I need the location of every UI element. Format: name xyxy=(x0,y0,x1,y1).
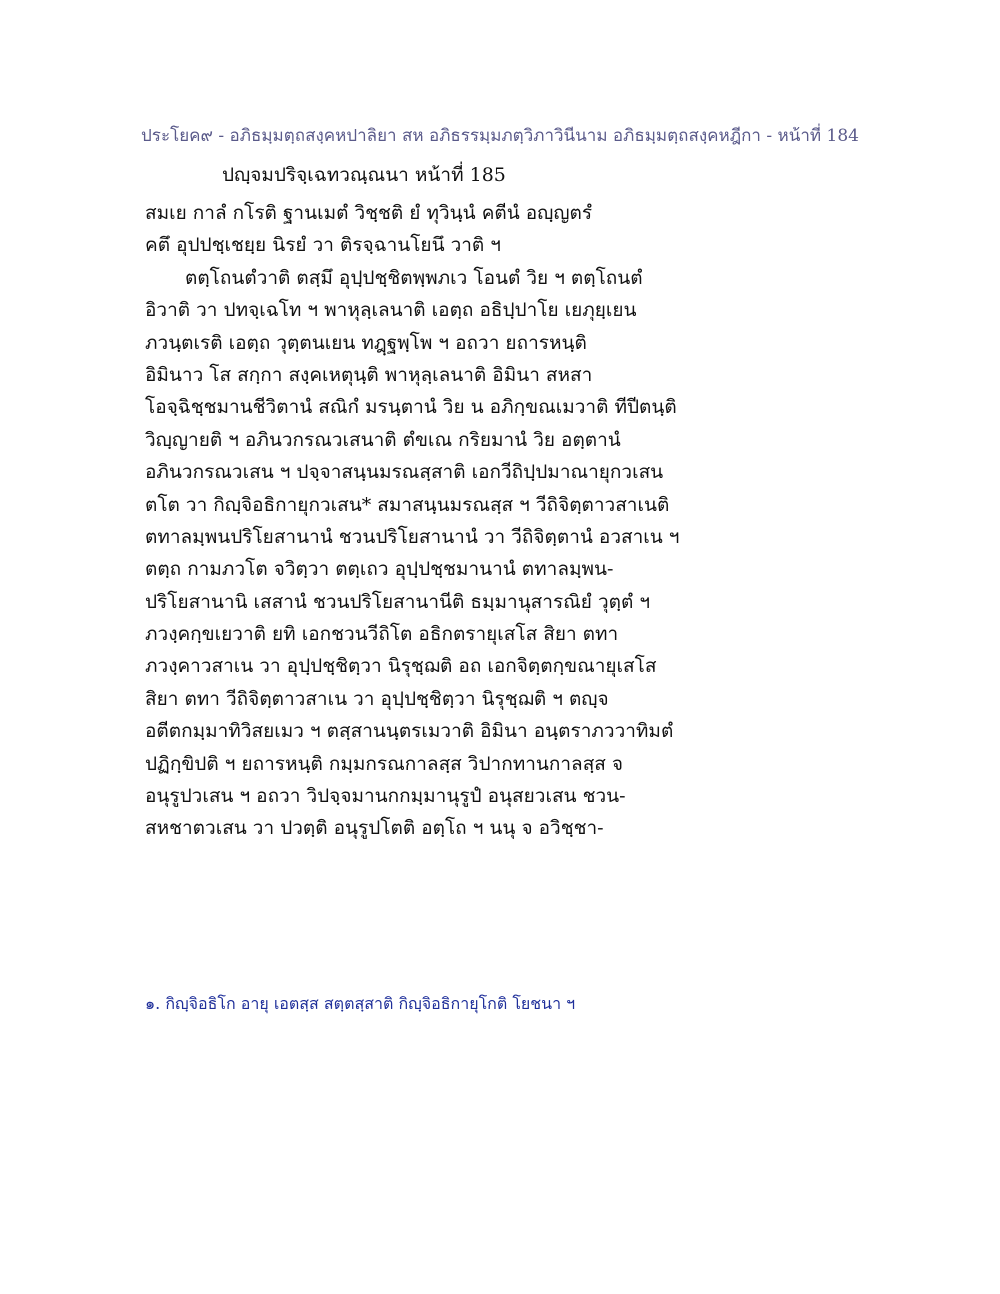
text-line: สหชาตวเสน วา ปวตฺติ อนุรูปโตติ อตฺโถ ฯ นนุ จ อวิชฺชา- xyxy=(145,817,604,840)
text-line: ปฏิกฺขิปติ ฯ ยถารหนฺติ กมฺมกรณกาลสฺส วิปากทานกาลสฺส จ xyxy=(145,752,624,775)
text-line: สมเย กาลํ กโรติ ฐานเมตํ วิชฺชติ ยํ ทุวินฺนํ คตีนํ อญฺญตรํ xyxy=(145,202,593,224)
text-line: ปริโยสานานิ เสสานํ ชวนปริโยสานานีติ ธมฺมานุสารณิยํ วุตฺตํ ฯ xyxy=(145,590,651,613)
running-header: ประโยค๙ - อภิธมฺมตฺถสงฺคหปาลิยา สห อภิธรรมฺมภตฺวิภาวินีนาม อภิธมฺมตฺถสงฺคหฎีกา - หน้าที่ 184 xyxy=(141,126,859,146)
text-line: ภวนฺตเรติ เอตฺถ วุตฺตนเยน ทฎฺฐพฺโพ ฯ อถวา ยถารหนฺติ xyxy=(145,331,587,354)
text-line: วิญฺญายติ ฯ อภินวกรณวเสนาติ ตํขเณ กริยมานํ วิย อตฺตานํ xyxy=(145,428,621,451)
text-line: ตตฺถ กามภวโต จวิตฺวา ตตฺเถว อุปฺปชฺชมานานํ ตทาลมฺพน- xyxy=(145,558,614,581)
text-line: ตตฺโถนตํวาติ ตสฺมึ อุปฺปชฺชิตพฺพภเว โอนตํ วิย ฯ ตตฺโถนตํ xyxy=(185,266,643,289)
text-line: อิมินาว โส สกฺกา สงฺคเหตุนฺติ พาหุลฺเลนาติ อิมินา สหสา xyxy=(145,363,593,386)
text-line: โอจฺฉิชฺชมานชีวิตานํ สณิกํ มรนฺตานํ วิย น อภิกฺขณเมวาติ ทีปีตนฺติ xyxy=(145,396,677,419)
text-line: อภินวกรณวเสน ฯ ปจฺจาสนฺนมรณสฺสาติ เอกวีถิปฺปมาณายุกวเสน xyxy=(145,461,664,484)
text-line: ภวงฺคาวสาเน วา อุปฺปชฺชิตฺวา นิรุชฺฌติ อถ เอกจิตฺตกฺขณายุเสโส xyxy=(145,655,657,678)
text-line: คตึ อุปปชฺเชยฺย นิรยํ วา ติรจฺฉานโยนึ วาติ ฯ xyxy=(145,234,501,257)
text-line: อิวาติ วา ปทจฺเฉโท ฯ พาหุลฺเลนาติ เอตฺถ อธิปฺปาโย เยภุยฺเยน xyxy=(145,299,637,322)
body-text xyxy=(145,197,725,845)
footnote: ๑. กิญฺจิอธิโก อายุ เอตสฺส สตฺตสฺสาติ กิญฺจิอธิกายุโกติ โยชนา ฯ xyxy=(145,994,576,1013)
text-line: สิยา ตทา วีถิจิตฺตาวสาเน วา อุปฺปชฺชิตฺวา นิรุชฺฌติ ฯ ตญฺจ xyxy=(145,687,609,710)
text-line: อนุรูปวเสน ฯ อถวา วิปจฺจมานกกมฺมานุรูปํ อนุสยวเสน ชวน- xyxy=(145,785,626,808)
text-line: อตีตกมฺมาทิวิสยเมว ฯ ตสฺสานนฺตรเมวาติ อิมินา อนฺตราภววาทิมตํ xyxy=(145,720,674,743)
text-line: ตทาลมฺพนปริโยสานานํ ชวนปริโยสานานํ วา วีถิจิตฺตานํ อวสาเน ฯ xyxy=(145,525,680,548)
text-line: ภวงฺคกฺขเยวาติ ยทิ เอกชวนวีถิโต อธิกตรายุเสโส สิยา ตทา xyxy=(145,623,619,646)
page-heading: ปญฺจมปริจฺเฉทวณฺณนา หน้าที่ 185 xyxy=(222,164,506,186)
text-line: ตโต วา กิญฺจิอธิกายุกวเสน* สมาสนฺนมรณสฺส ฯ วีถิจิตฺตาวสาเนติ xyxy=(145,493,670,516)
